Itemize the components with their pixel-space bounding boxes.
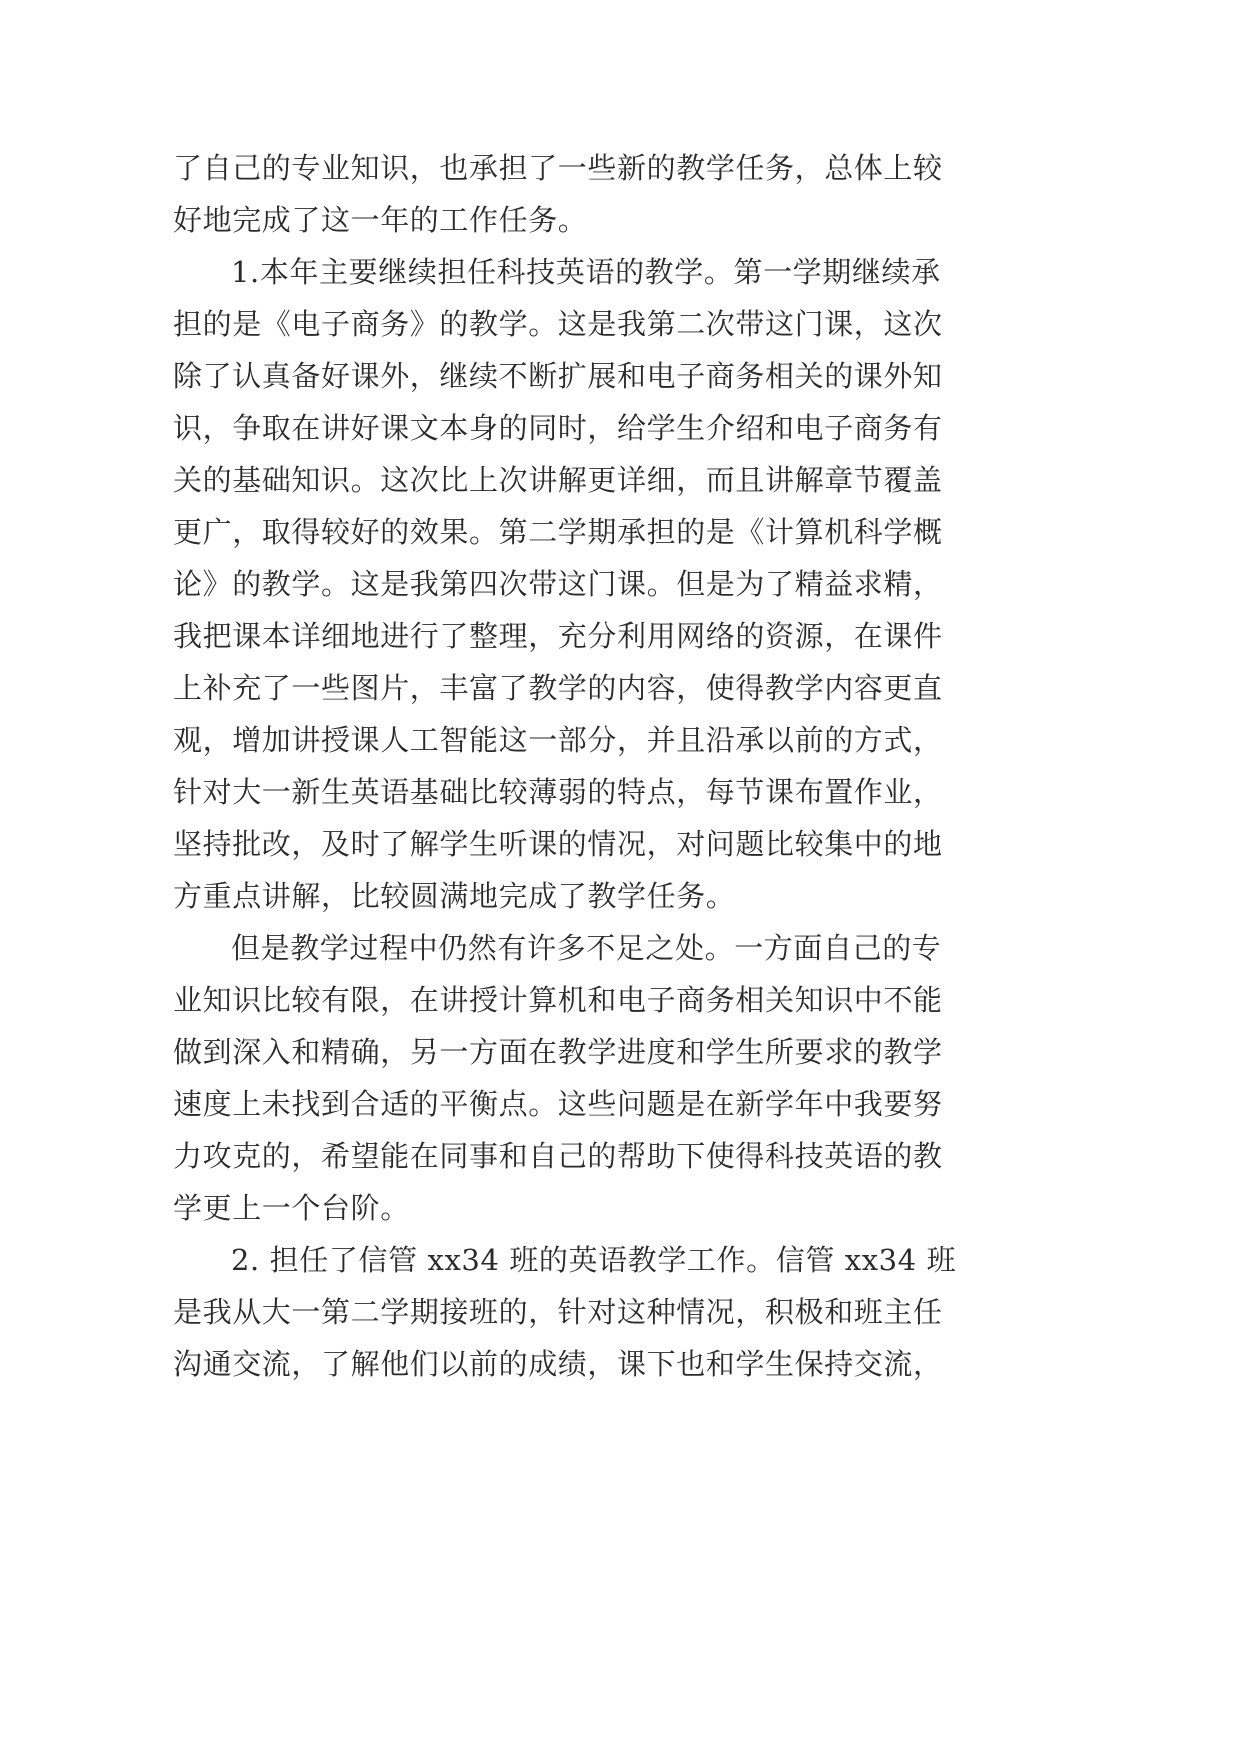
text-line: 上补充了一些图片，丰富了教学的内容，使得教学内容更直 (173, 671, 943, 705)
text-line: 力攻克的，希望能在同事和自己的帮助下使得科技英语的教 (173, 1139, 943, 1173)
text-line: 好地完成了这一年的工作任务。 (173, 203, 588, 237)
text-line: 是我从大一第二学期接班的，针对这种情况，积极和班主任 (173, 1295, 943, 1329)
document-body (173, 142, 963, 1390)
text-line: 除了认真备好课外，继续不断扩展和电子商务相关的课外知 (173, 359, 943, 393)
text-line: 论》的教学。这是我第四次带这门课。但是为了精益求精， (173, 567, 943, 601)
text-line: 但是教学过程中仍然有许多不足之处。一方面自己的专 (231, 931, 942, 965)
text-line: 业知识比较有限，在讲授计算机和电子商务相关知识中不能 (173, 983, 943, 1017)
text-line: 我把课本详细地进行了整理，充分利用网络的资源，在课件 (173, 619, 943, 653)
paragraph-item-2 (173, 1234, 963, 1390)
text-line: 针对大一新生英语基础比较薄弱的特点，每节课布置作业， (173, 775, 943, 809)
paragraph-item-1 (173, 246, 963, 922)
paragraph-continuation (173, 142, 963, 246)
text-line: 2. 担任了信管 xx34 班的英语教学工作。信管 xx34 班 (231, 1243, 957, 1277)
text-line: 了自己的专业知识，也承担了一些新的教学任务，总体上较 (173, 151, 943, 185)
text-line: 坚持批改，及时了解学生听课的情况，对问题比较集中的地 (173, 827, 943, 861)
text-line: 1.本年主要继续担任科技英语的教学。第一学期继续承 (231, 255, 941, 289)
text-line: 方重点讲解，比较圆满地完成了教学任务。 (173, 879, 736, 913)
text-line: 关的基础知识。这次比上次讲解更详细，而且讲解章节覆盖 (173, 463, 943, 497)
text-line: 更广，取得较好的效果。第二学期承担的是《计算机科学概 (173, 515, 943, 549)
text-line: 做到深入和精确，另一方面在教学进度和学生所要求的教学 (173, 1035, 943, 1069)
text-line: 观，增加讲授课人工智能这一部分，并且沿承以前的方式， (173, 723, 943, 757)
paragraph-shortcomings (173, 922, 963, 1234)
text-line: 担的是《电子商务》的教学。这是我第二次带这门课，这次 (173, 307, 943, 341)
text-line: 识，争取在讲好课文本身的同时，给学生介绍和电子商务有 (173, 411, 943, 445)
text-line: 学更上一个台阶。 (173, 1191, 410, 1225)
text-line: 沟通交流，了解他们以前的成绩，课下也和学生保持交流， (173, 1347, 943, 1381)
text-line: 速度上未找到合适的平衡点。这些问题是在新学年中我要努 (173, 1087, 943, 1121)
